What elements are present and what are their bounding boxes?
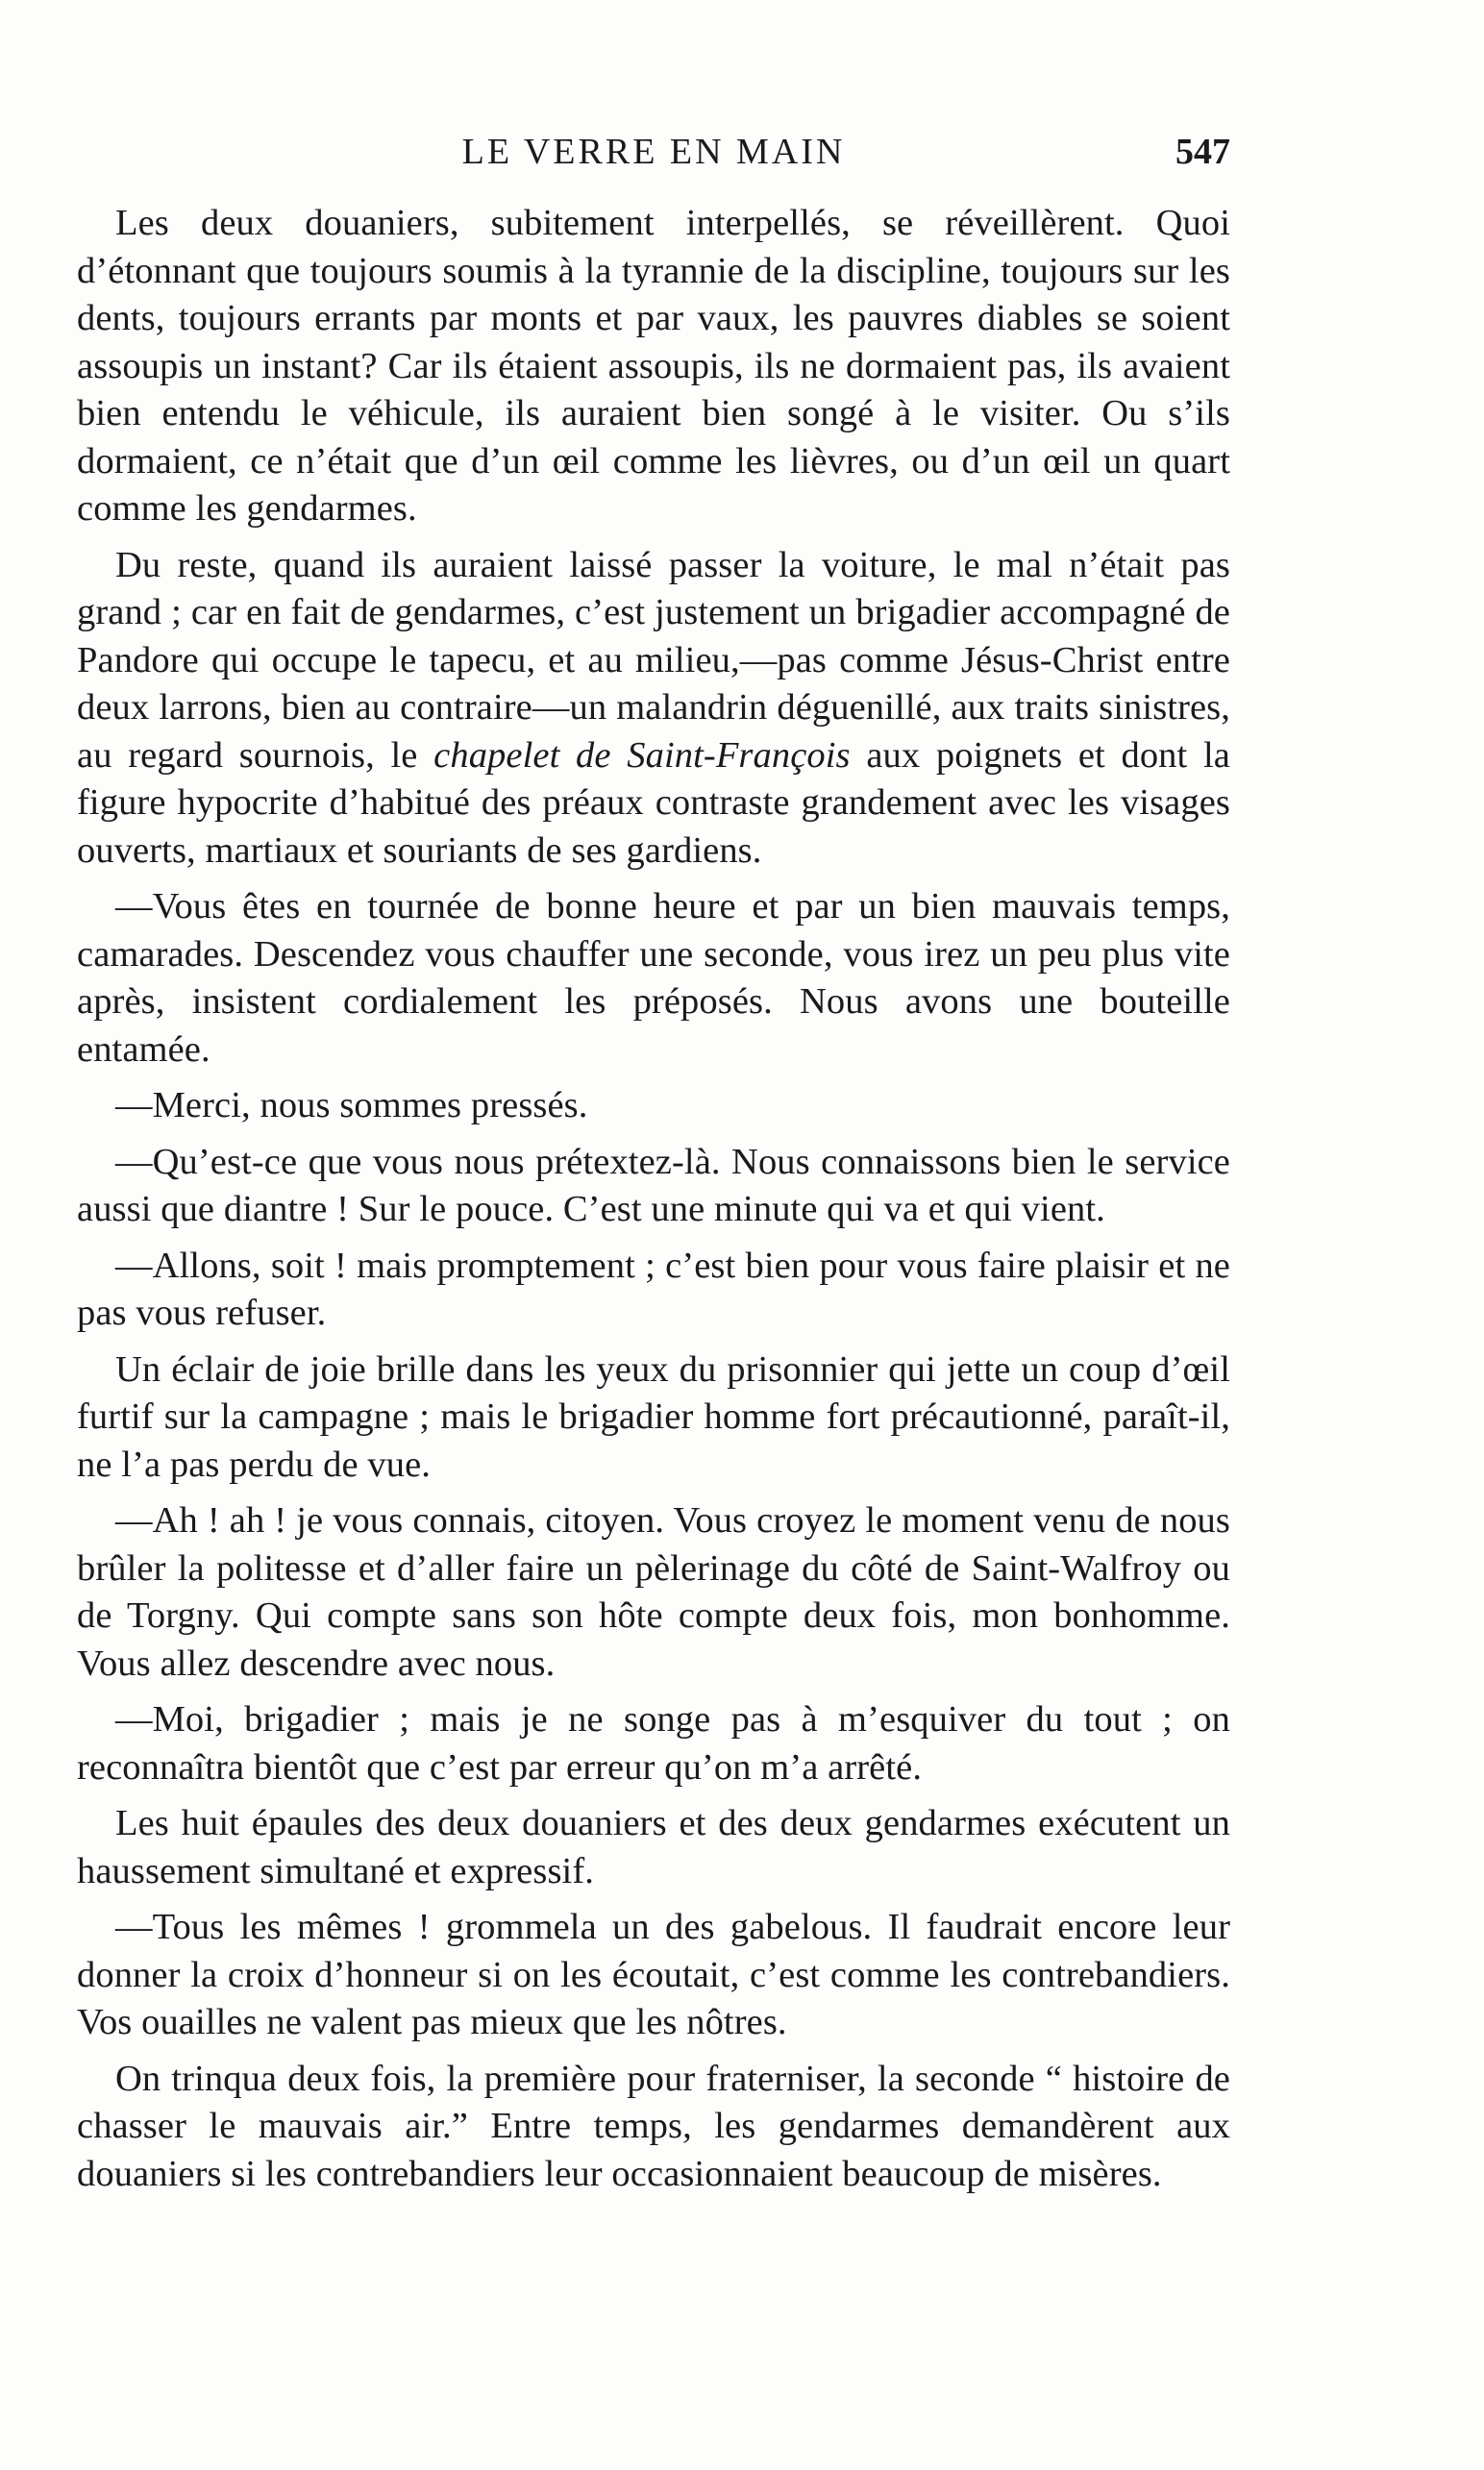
text-run: aux poignets et dont la figure hypocrite d’habitué des préaux contraste grandement avec les visages ouverts, martiaux et souriants de ses gardiens. bbox=[77, 734, 1230, 871]
page-number: 547 bbox=[1175, 132, 1230, 172]
text-run: Un éclair de joie brille dans les yeux du prisonnier qui jette un coup d’œil furtif sur la campagne ; mais le brigadier homme fort précautionné, paraît-il, ne l’a pas perdu de vue. bbox=[77, 1348, 1230, 1485]
text-run: —Vous êtes en tournée de bonne heure et par un bien mauvais temps, camarades. Descendez vous chauffer une seconde, vous irez un peu plus vite après, insistent cordialement les préposés. Nous avons une bouteille entamée. bbox=[77, 886, 1230, 1070]
text-run: On trinqua deux fois, la première pour fraterniser, la seconde “ histoire de chasser le mauvais air.” Entre temps, les gendarmes demandèrent aux douaniers si les contrebandiers leur occasionnaient beaucoup de misères. bbox=[77, 2058, 1230, 2194]
paragraph bbox=[77, 200, 1230, 533]
text-run: —Ah ! ah ! je vous connais, citoyen. Vous croyez le moment venu de nous brûler la politesse et d’aller faire un pèlerinage du côté de Saint-Walfroy ou de Torgny. Qui compte sans son hôte compte deux fois, mon bonhomme. Vous allez descendre avec nous. bbox=[77, 1500, 1230, 1684]
paragraph bbox=[77, 1139, 1230, 1234]
paragraph bbox=[77, 1243, 1230, 1338]
text-run: —Merci, nous sommes pressés. bbox=[115, 1085, 588, 1125]
text-run: Les deux douaniers, subitement interpellés, se réveillèrent. Quoi d’étonnant que toujours soumis à la tyrannie de la discipline, toujours sur les dents, toujours errants par monts et par vaux, les pauvres diables se soient assoupis un instant? Car ils étaient assoupis, ils ne dormaient pas, ils avaient bien entendu le véhicule, ils auraient bien songé à le visiter. Ou s’ils dormaient, ce n’était que d’un œil comme les lièvres, ou d’un œil un quart comme les gendarmes. bbox=[77, 203, 1230, 529]
body-text bbox=[77, 200, 1230, 2353]
paragraph bbox=[77, 542, 1230, 876]
text-run: —Moi, brigadier ; mais je ne songe pas à m’esquiver du tout ; on reconnaîtra bientôt que c’est par erreur qu’on m’a arrêté. bbox=[77, 1699, 1230, 1788]
running-head bbox=[77, 123, 1230, 181]
text-run: —Allons, soit ! mais promptement ; c’est bien pour vous faire plaisir et ne pas vous refuser. bbox=[77, 1245, 1230, 1333]
paragraph bbox=[77, 1082, 1230, 1130]
paragraph bbox=[77, 1904, 1230, 2047]
text-run: —Tous les mêmes ! grommela un des gabelous. Il faudrait encore leur donner la croix d’honneur si on les écoutait, c’est comme les contrebandiers. Vos ouailles ne valent pas mieux que les nôtres. bbox=[77, 1907, 1230, 2042]
italic-phrase: chapelet de Saint-François bbox=[433, 734, 851, 776]
text-run: Du reste, quand ils auraient laissé passer la voiture, le mal n’était pas grand ; car en fait de gendarmes, c’est justement un brigadier accompagné de Pandore qui occupe le tapecu, et au milieu,—pas comme Jésus-Christ entre deux larrons, bien au contraire—un malandrin déguenillé, aux traits sinistres, au regard sournois, le bbox=[77, 544, 1230, 776]
text-run: Les huit épaules des deux douaniers et des deux gendarmes exécutent un haussement simultané et expressif. bbox=[77, 1803, 1230, 1891]
paragraph bbox=[77, 883, 1230, 1074]
paragraph bbox=[77, 1696, 1230, 1791]
text-run: —Qu’est-ce que vous nous prétextez-là. Nous connaissons bien le service aussi que diantre ! Sur le pouce. C’est une minute qui va et qui vient. bbox=[77, 1141, 1230, 1229]
paragraph bbox=[77, 1497, 1230, 1688]
paragraph bbox=[77, 1346, 1230, 1490]
running-title: LE VERRE EN MAIN bbox=[461, 132, 846, 172]
paragraph bbox=[77, 2056, 1230, 2199]
paragraph bbox=[77, 1800, 1230, 1895]
